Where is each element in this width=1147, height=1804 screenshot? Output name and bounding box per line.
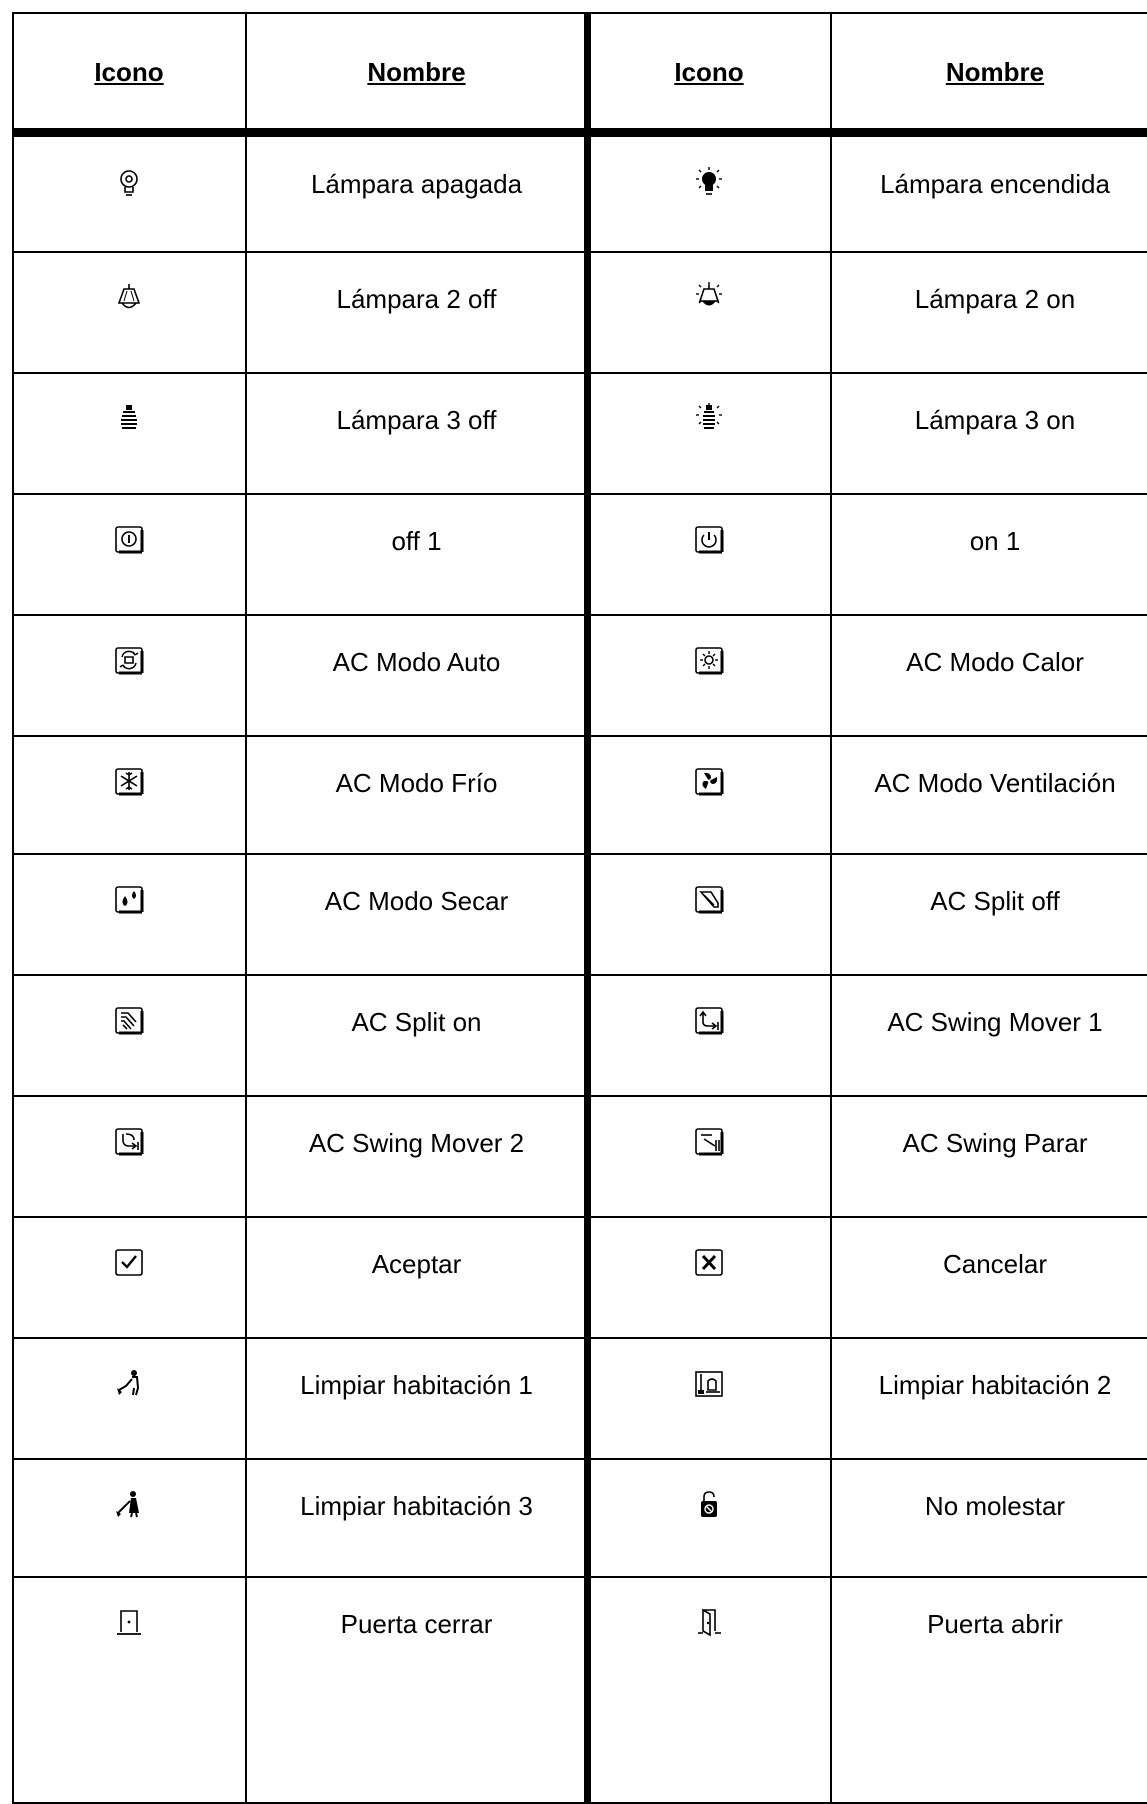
icon-cell [12, 975, 246, 1096]
lamp-off-icon [114, 167, 144, 197]
icon-cell [12, 1338, 246, 1459]
icon-name: Lámpara apagada [310, 169, 523, 199]
icon-cell [12, 1459, 246, 1577]
icon-name: AC Modo Calor [906, 647, 1084, 677]
icon-name: Limpiar habitación 2 [878, 1370, 1112, 1400]
table-row [12, 137, 1147, 252]
door-open-icon [694, 1607, 724, 1637]
header-icono-1: Icono [94, 57, 164, 87]
icon-name: Puerta cerrar [340, 1609, 493, 1639]
icon-name: No molestar [924, 1491, 1066, 1521]
door-closed-icon [114, 1607, 144, 1637]
table-row [12, 736, 1147, 854]
icon-cell [587, 1217, 831, 1338]
icon-cell [587, 137, 831, 252]
header-nombre-1: Nombre [367, 57, 466, 87]
icon-cell [587, 1577, 831, 1803]
table-row [12, 1217, 1147, 1338]
icon-name: AC Split on [351, 1007, 482, 1037]
header-nombre-2: Nombre [945, 57, 1045, 87]
icon-cell [587, 975, 831, 1096]
table-row [12, 975, 1147, 1096]
icon-name: Lámpara 3 on [914, 405, 1076, 435]
ac-auto-icon [114, 645, 144, 675]
power-on-icon [694, 524, 724, 554]
icon-name: Aceptar [371, 1249, 462, 1279]
table-row [12, 854, 1147, 975]
icon-cell [12, 736, 246, 854]
icon-name: off 1 [391, 526, 442, 556]
icon-name: AC Swing Mover 1 [887, 1007, 1103, 1037]
header-icono-2: Icono [674, 57, 744, 87]
icon-name: AC Swing Mover 2 [308, 1128, 525, 1158]
ac-heat-icon [694, 645, 724, 675]
icon-cell [587, 1096, 831, 1217]
icon-table [12, 12, 1147, 1803]
icon-name: AC Modo Auto [332, 647, 501, 677]
icon-name: on 1 [969, 526, 1021, 556]
table-row [12, 615, 1147, 736]
icon-cell [12, 615, 246, 736]
icon-name: Lámpara 2 off [336, 284, 497, 314]
icon-cell [587, 1338, 831, 1459]
icon-name: AC Modo Secar [324, 886, 509, 916]
table-row [12, 1459, 1147, 1577]
icon-name: Lámpara encendida [880, 169, 1110, 199]
icon-name: Lámpara 3 off [336, 405, 497, 435]
icon-name: Puerta abrir [927, 1609, 1063, 1639]
lamp-2-off-icon [114, 282, 144, 312]
icon-name: Limpiar habitación 1 [300, 1370, 533, 1400]
table-row [12, 373, 1147, 494]
icon-cell [12, 1217, 246, 1338]
cancel-x-icon [694, 1247, 724, 1277]
icon-cell [587, 494, 831, 615]
icon-name: AC Modo Frío [335, 768, 498, 798]
icon-name: Lámpara 2 on [914, 284, 1076, 314]
ac-swing-stop-icon [694, 1126, 724, 1156]
icon-name: AC Modo Ventilación [874, 768, 1116, 798]
lamp-3-off-icon [114, 403, 144, 433]
icon-cell [12, 1577, 246, 1803]
icon-name: AC Split off [930, 886, 1060, 916]
accept-check-icon [114, 1247, 144, 1277]
icon-cell [12, 854, 246, 975]
icon-cell [12, 494, 246, 615]
ac-split-on-icon [114, 1005, 144, 1035]
table-row [12, 1577, 1147, 1803]
icon-cell [587, 252, 831, 373]
table-header-row [12, 12, 1147, 130]
icon-name: Cancelar [942, 1249, 1048, 1279]
ac-swing-move-2-icon [114, 1126, 144, 1156]
lamp-3-on-icon [694, 403, 724, 433]
icon-cell [12, 137, 246, 252]
icon-cell [587, 1459, 831, 1577]
icon-cell [12, 373, 246, 494]
ac-dry-icon [114, 884, 144, 914]
icon-cell [12, 252, 246, 373]
icon-cell [587, 615, 831, 736]
icon-cell [12, 1096, 246, 1217]
ac-fan-icon [694, 766, 724, 796]
cleaning-person-3-icon [114, 1489, 144, 1519]
table-row [12, 1338, 1147, 1459]
icon-cell [587, 373, 831, 494]
lamp-on-icon [694, 167, 724, 197]
do-not-disturb-icon [694, 1489, 724, 1519]
lamp-2-on-icon [694, 282, 724, 312]
ac-swing-move-1-icon [694, 1005, 724, 1035]
power-off-icon [114, 524, 144, 554]
cleaning-person-1-icon [114, 1368, 144, 1398]
ac-cool-icon [114, 766, 144, 796]
icon-cell [587, 854, 831, 975]
icon-name: Limpiar habitación 3 [300, 1491, 533, 1521]
table-row [12, 1096, 1147, 1217]
table-row [12, 252, 1147, 373]
table-row [12, 494, 1147, 615]
cleaning-room-2-icon [694, 1368, 724, 1398]
ac-split-off-icon [694, 884, 724, 914]
icon-name: AC Swing Parar [902, 1128, 1088, 1158]
icon-cell [587, 736, 831, 854]
